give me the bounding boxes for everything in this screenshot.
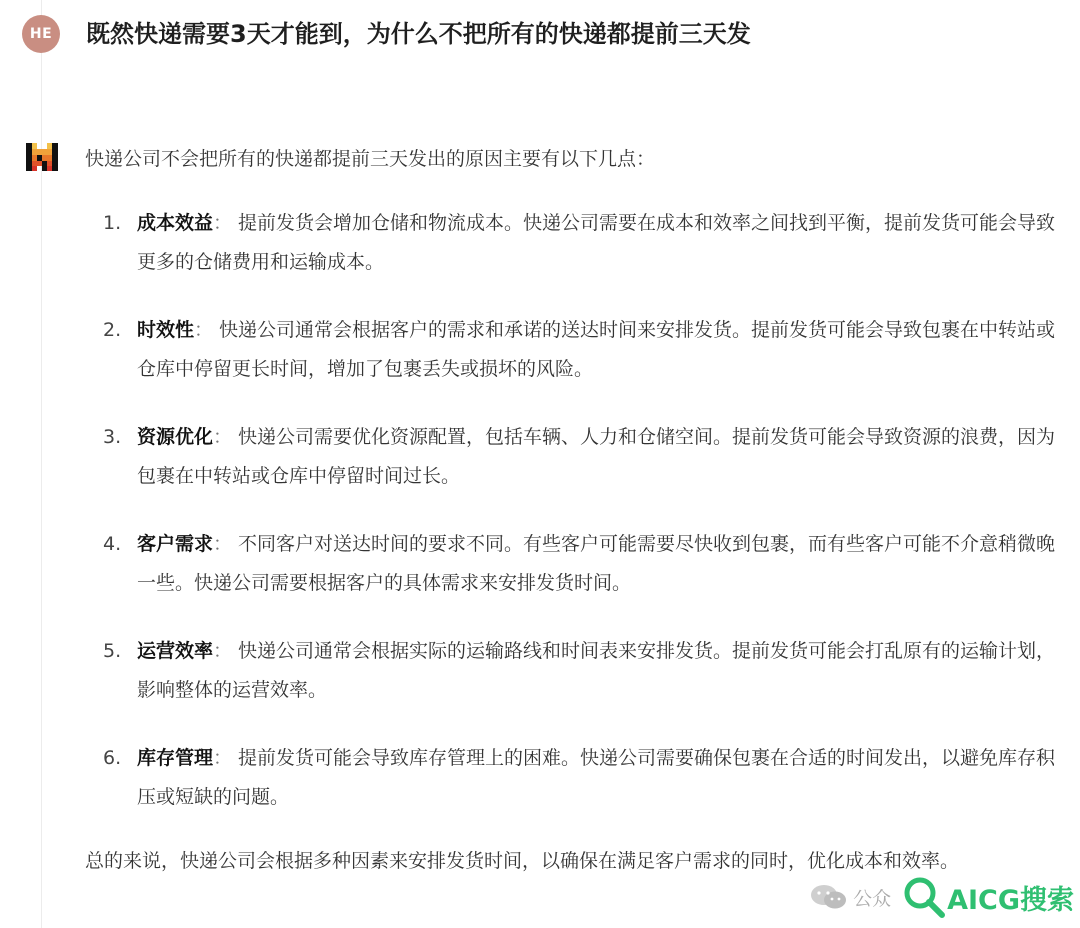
user-avatar[interactable]: HE bbox=[22, 15, 60, 53]
list-item bbox=[85, 739, 1060, 817]
answer-summary: 总的来说，快递公司会根据多种因素来安排发货时间，以确保在满足客户需求的同时，优化成本和效率。 bbox=[85, 850, 960, 872]
list-item bbox=[85, 204, 1060, 282]
magnifier-icon bbox=[901, 874, 947, 920]
item-text: 提前发货可能会导致库存管理上的困难。快递公司需要确保包裹在合适的时间发出，以避免库存积压或短缺的问题。 bbox=[137, 747, 1056, 808]
watermark-brand: AICG搜索 bbox=[947, 884, 1074, 916]
assistant-answer bbox=[85, 140, 1060, 881]
list-item bbox=[85, 525, 1060, 603]
item-title: 库存管理 bbox=[137, 747, 214, 769]
item-number: 6. bbox=[103, 747, 122, 769]
item-body bbox=[137, 632, 1060, 710]
item-number: 4. bbox=[103, 533, 122, 555]
item-separator: ： bbox=[213, 640, 233, 662]
item-title: 时效性 bbox=[137, 319, 195, 341]
item-title: 成本效益 bbox=[137, 212, 214, 234]
item-text: 不同客户对送达时间的要求不同。有些客户可能需要尽快收到包裹，而有些客户可能不介意稍微晚一些。快递公司需要根据客户的具体需求来安排发货时间。 bbox=[137, 533, 1056, 594]
item-text: 快递公司通常会根据实际的运输路线和时间表来安排发货。提前发货可能会打乱原有的运输计划，影响整体的运营效率。 bbox=[137, 640, 1056, 701]
watermark bbox=[809, 874, 1074, 920]
user-question-row bbox=[22, 14, 751, 54]
item-title: 客户需求 bbox=[137, 533, 214, 555]
reasons-list bbox=[85, 204, 1060, 817]
item-number: 1. bbox=[103, 212, 122, 234]
item-body bbox=[137, 204, 1060, 282]
item-separator: ： bbox=[213, 212, 233, 234]
item-number: 2. bbox=[103, 319, 122, 341]
item-body bbox=[137, 418, 1060, 496]
item-number: 3. bbox=[103, 426, 122, 448]
wechat-icon bbox=[809, 882, 849, 912]
watermark-public-label: 公众 bbox=[853, 887, 892, 910]
list-item bbox=[85, 632, 1060, 710]
item-separator: ： bbox=[213, 426, 233, 448]
list-item bbox=[85, 418, 1060, 496]
mistral-logo-icon bbox=[26, 143, 58, 171]
item-text: 快递公司通常会根据客户的需求和承诺的送达时间来安排发货。提前发货可能会导致包裹在中转站或仓库中停留更长时间，增加了包裹丢失或损坏的风险。 bbox=[137, 319, 1056, 380]
list-item bbox=[85, 311, 1060, 389]
item-separator: ： bbox=[213, 747, 233, 769]
item-separator: ： bbox=[213, 533, 233, 555]
item-body bbox=[137, 739, 1060, 817]
item-title: 资源优化 bbox=[137, 426, 214, 448]
item-title: 运营效率 bbox=[137, 640, 214, 662]
item-body bbox=[137, 525, 1060, 603]
conversation-timeline bbox=[41, 0, 42, 928]
user-question-text: 既然快递需要3天才能到，为什么不把所有的快递都提前三天发 bbox=[86, 20, 751, 48]
item-number: 5. bbox=[103, 640, 122, 662]
item-separator: ： bbox=[194, 319, 214, 341]
item-text: 快递公司需要优化资源配置，包括车辆、人力和仓储空间。提前发货可能会导致资源的浪费，因为包裹在中转站或仓库中停留时间过长。 bbox=[137, 426, 1056, 487]
answer-intro: 快递公司不会把所有的快递都提前三天发出的原因主要有以下几点： bbox=[85, 148, 656, 170]
item-body bbox=[137, 311, 1060, 389]
item-text: 提前发货会增加仓储和物流成本。快递公司需要在成本和效率之间找到平衡，提前发货可能会导致更多的仓储费用和运输成本。 bbox=[137, 212, 1056, 273]
